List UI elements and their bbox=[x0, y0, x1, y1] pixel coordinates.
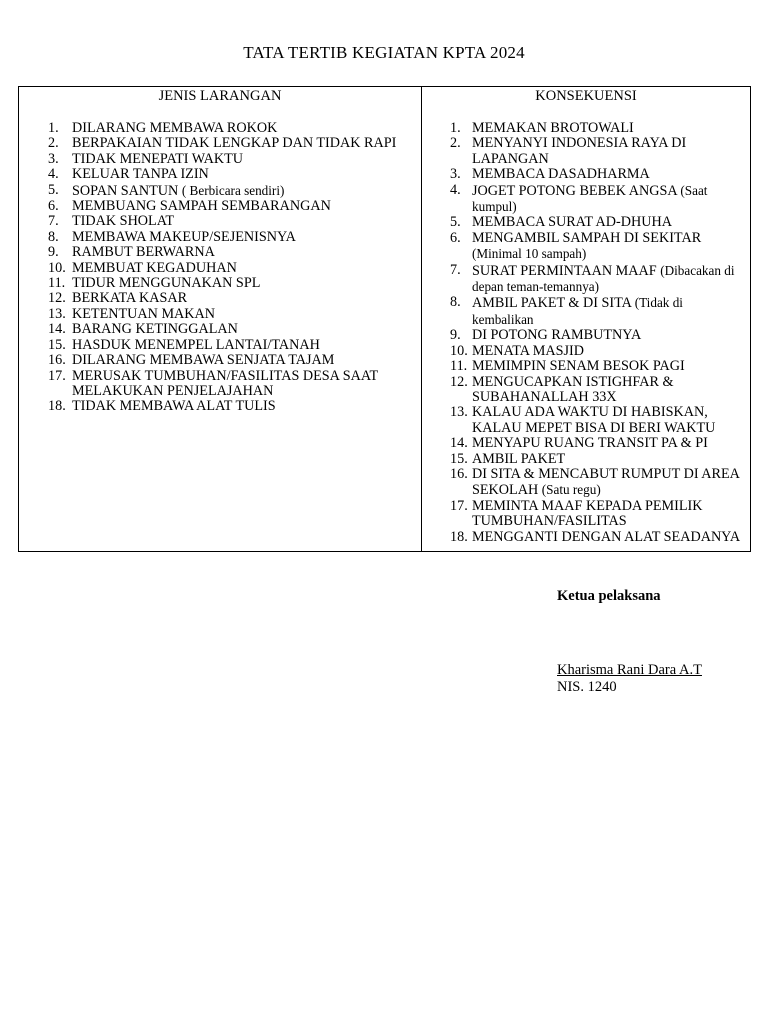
prohibition-item-number: 17. bbox=[48, 367, 66, 384]
consequence-item-text bbox=[472, 452, 742, 467]
prohibition-item-label: KELUAR TANPA IZIN bbox=[72, 166, 209, 183]
consequence-item bbox=[422, 467, 750, 499]
prohibition-item-label: RAMBUT BERWARNA bbox=[72, 244, 215, 261]
consequence-item bbox=[422, 121, 750, 136]
signatory-nis: NIS. 1240 bbox=[557, 679, 617, 695]
consequence-item-text bbox=[472, 215, 742, 230]
prohibition-item bbox=[19, 199, 421, 214]
consequence-item bbox=[422, 183, 750, 216]
prohibition-item-text bbox=[72, 291, 402, 306]
consequence-item-number: 2. bbox=[450, 135, 461, 152]
prohibition-item-number: 4. bbox=[48, 166, 59, 183]
prohibition-item-text bbox=[72, 322, 402, 337]
consequence-item-label: MEMIMPIN SENAM BESOK PAGI bbox=[472, 358, 685, 375]
prohibition-item-label: MEMBUAT KEGADUHAN bbox=[72, 259, 237, 276]
prohibition-item-number: 2. bbox=[48, 135, 59, 152]
consequence-item-number: 12. bbox=[450, 373, 468, 390]
prohibition-item-text bbox=[72, 245, 402, 260]
consequence-item-label: MENGAMBIL SAMPAH DI SEKITAR bbox=[472, 229, 702, 246]
prohibition-item-text bbox=[72, 214, 402, 229]
consequence-item-text bbox=[472, 375, 742, 406]
prohibition-item bbox=[19, 261, 421, 276]
consequence-item-label: MENYANYI INDONESIA RAYA DI LAPANGAN bbox=[472, 135, 687, 167]
prohibition-item-label: MEMBAWA MAKEUP/SEJENISNYA bbox=[72, 228, 296, 245]
prohibition-item-text bbox=[72, 276, 402, 291]
prohibition-item-label: BARANG KETINGGALAN bbox=[72, 321, 238, 338]
prohibition-item-text bbox=[72, 121, 402, 136]
prohibition-item-number: 1. bbox=[48, 120, 59, 136]
consequence-item-text bbox=[472, 436, 742, 451]
prohibition-item-number: 12. bbox=[48, 290, 66, 307]
consequence-item-text bbox=[472, 121, 742, 136]
prohibition-item-number: 5. bbox=[48, 181, 59, 198]
consequence-item-number: 9. bbox=[450, 327, 461, 344]
consequence-item-label: MENATA MASJID bbox=[472, 342, 584, 359]
consequence-item-number: 6. bbox=[450, 229, 461, 246]
prohibition-item-label: TIDUR MENGGUNAKAN SPL bbox=[72, 275, 261, 292]
prohibition-item bbox=[19, 214, 421, 229]
prohibitions-header: JENIS LARANGAN bbox=[158, 88, 282, 104]
prohibition-item-number: 13. bbox=[48, 305, 66, 322]
prohibition-item bbox=[19, 307, 421, 322]
consequence-item-text bbox=[472, 405, 742, 436]
prohibition-item-text bbox=[72, 167, 402, 182]
prohibition-item-label: BERKATA KASAR bbox=[72, 290, 188, 307]
consequence-item-label: MENGGANTI DENGAN ALAT SEADANYA bbox=[472, 528, 741, 545]
consequence-item bbox=[422, 499, 750, 530]
consequence-item bbox=[422, 295, 750, 328]
prohibition-item bbox=[19, 369, 421, 400]
consequence-item-number: 11. bbox=[450, 358, 468, 375]
prohibition-item bbox=[19, 183, 421, 199]
consequence-item-number: 14. bbox=[450, 435, 468, 452]
consequence-item-number: 18. bbox=[450, 528, 468, 545]
prohibition-item bbox=[19, 167, 421, 182]
signatory-role: Ketua pelaksana bbox=[557, 588, 661, 604]
consequence-item-text bbox=[472, 263, 742, 296]
prohibition-item bbox=[19, 353, 421, 368]
consequence-item-label: MENGUCAPKAN ISTIGHFAR & SUBAHANALLAH 33X bbox=[472, 373, 674, 405]
prohibition-item-number: 3. bbox=[48, 150, 59, 167]
consequence-item bbox=[422, 452, 750, 467]
consequence-item-note: (Saat kumpul) bbox=[472, 182, 708, 215]
consequence-item-number: 8. bbox=[450, 294, 461, 311]
consequence-item-label: MEMBACA DASADHARMA bbox=[472, 166, 650, 183]
rules-table bbox=[18, 86, 751, 552]
prohibition-item-number: 14. bbox=[48, 321, 66, 338]
consequence-item bbox=[422, 167, 750, 182]
prohibition-item-text bbox=[72, 230, 402, 245]
prohibition-item-label: DILARANG MEMBAWA ROKOK bbox=[72, 120, 278, 136]
consequence-item-label: AMBIL PAKET & DI SITA bbox=[472, 295, 635, 312]
consequence-item-number: 7. bbox=[450, 261, 461, 278]
consequence-item-text bbox=[472, 328, 742, 343]
consequence-item-label: DI POTONG RAMBUTNYA bbox=[472, 327, 642, 344]
consequence-item bbox=[422, 530, 750, 545]
consequence-item-text bbox=[472, 295, 742, 328]
prohibition-item-label: MEMBUANG SAMPAH SEMBARANGAN bbox=[72, 198, 331, 215]
consequence-item-note: (Tidak di kembalikan bbox=[472, 295, 683, 327]
prohibition-item-note: ( Berbicara sendiri) bbox=[181, 182, 285, 198]
prohibition-item bbox=[19, 245, 421, 260]
signature-block bbox=[557, 588, 757, 696]
prohibition-item-text bbox=[72, 261, 402, 276]
signatory-name: Kharisma Rani Dara A.T bbox=[557, 662, 702, 678]
prohibition-item-number: 8. bbox=[48, 228, 59, 245]
consequence-item-number: 15. bbox=[450, 450, 468, 467]
consequence-item bbox=[422, 436, 750, 451]
prohibition-item bbox=[19, 152, 421, 167]
prohibition-item-number: 6. bbox=[48, 198, 59, 215]
prohibition-item-number: 10. bbox=[48, 259, 66, 276]
prohibition-item-label: SOPAN SANTUN bbox=[72, 182, 182, 199]
consequence-item-label: MEMAKAN BROTOWALI bbox=[472, 120, 634, 136]
prohibition-item-label: TIDAK SHOLAT bbox=[72, 213, 175, 230]
prohibition-item-number: 15. bbox=[48, 336, 66, 353]
consequence-item-number: 5. bbox=[450, 214, 461, 231]
consequence-item-text bbox=[472, 136, 742, 167]
prohibition-item-label: TIDAK MEMBAWA ALAT TULIS bbox=[72, 398, 276, 415]
prohibition-item-label: TIDAK MENEPATI WAKTU bbox=[72, 150, 244, 167]
consequence-item-number: 1. bbox=[450, 120, 461, 136]
prohibition-item-text bbox=[72, 136, 402, 151]
consequence-item-label: KALAU ADA WAKTU DI HABISKAN, KALAU MEPET BISA DI BERI WAKTU bbox=[472, 404, 716, 436]
prohibition-item bbox=[19, 322, 421, 337]
prohibitions-list bbox=[19, 121, 421, 415]
consequence-item-text bbox=[472, 344, 742, 359]
prohibition-item-text bbox=[72, 369, 402, 400]
consequence-item-text bbox=[472, 183, 742, 216]
consequence-item-text bbox=[472, 167, 742, 182]
prohibition-item-text bbox=[72, 183, 402, 199]
consequence-item-text bbox=[472, 231, 742, 263]
prohibition-item-text bbox=[72, 399, 402, 414]
consequence-item-text bbox=[472, 359, 742, 374]
prohibition-item-text bbox=[72, 353, 402, 368]
prohibition-item-text bbox=[72, 199, 402, 214]
prohibition-item bbox=[19, 230, 421, 245]
consequence-item-label: MEMBACA SURAT AD-DHUHA bbox=[472, 214, 672, 231]
consequence-item-text bbox=[472, 499, 742, 530]
prohibition-item bbox=[19, 136, 421, 151]
consequence-item bbox=[422, 375, 750, 406]
prohibition-item-label: DILARANG MEMBAWA SENJATA TAJAM bbox=[72, 352, 335, 369]
prohibition-item bbox=[19, 276, 421, 291]
prohibition-item-label: BERPAKAIAN TIDAK LENGKAP DAN TIDAK RAPI bbox=[72, 135, 397, 152]
consequence-item bbox=[422, 263, 750, 296]
consequence-item-note: (Satu regu) bbox=[541, 482, 601, 498]
consequence-item bbox=[422, 359, 750, 374]
document-title: TATA TERTIB KEGIATAN KPTA 2024 bbox=[243, 43, 525, 62]
prohibition-item-number: 18. bbox=[48, 398, 66, 415]
consequence-item-note: (Dibacakan di depan teman-temannya) bbox=[472, 262, 735, 295]
consequence-item-label: MENYAPU RUANG TRANSIT PA & PI bbox=[472, 435, 708, 452]
consequence-item-label: JOGET POTONG BEBEK ANGSA bbox=[472, 182, 681, 199]
prohibition-item-text bbox=[72, 338, 402, 353]
consequence-item-label: AMBIL PAKET bbox=[472, 450, 566, 467]
consequence-item-note: (Minimal 10 sampah) bbox=[472, 246, 587, 262]
consequence-item-label: MEMINTA MAAF KEPADA PEMILIK TUMBUHAN/FASILITAS bbox=[472, 497, 703, 530]
consequence-item-number: 3. bbox=[450, 166, 461, 183]
prohibition-item-number: 7. bbox=[48, 213, 59, 230]
prohibition-item-number: 9. bbox=[48, 244, 59, 261]
prohibition-item-label: HASDUK MENEMPEL LANTAI/TANAH bbox=[72, 336, 320, 353]
consequence-item-text bbox=[472, 530, 742, 545]
prohibitions-column bbox=[19, 87, 422, 551]
consequences-header: KONSEKUENSI bbox=[535, 88, 637, 104]
consequences-column bbox=[422, 87, 750, 551]
prohibition-item-text bbox=[72, 307, 402, 322]
consequence-item bbox=[422, 231, 750, 263]
prohibition-item-number: 16. bbox=[48, 352, 66, 369]
consequence-item-label: DI SITA & MENCABUT RUMPUT DI AREA SEKOLAH bbox=[472, 465, 740, 499]
prohibition-item bbox=[19, 121, 421, 136]
consequence-item-number: 4. bbox=[450, 181, 461, 198]
consequence-item-number: 10. bbox=[450, 342, 468, 359]
consequence-item-number: 13. bbox=[450, 404, 468, 421]
prohibition-item-label: KETENTUAN MAKAN bbox=[72, 305, 216, 322]
prohibition-item-number: 11. bbox=[48, 275, 66, 292]
consequence-item-number: 17. bbox=[450, 497, 468, 514]
consequence-item bbox=[422, 344, 750, 359]
consequence-item-number: 16. bbox=[450, 465, 468, 482]
prohibition-item bbox=[19, 338, 421, 353]
prohibition-item bbox=[19, 291, 421, 306]
consequence-item-text bbox=[472, 467, 742, 499]
consequence-item bbox=[422, 136, 750, 167]
consequence-item bbox=[422, 328, 750, 343]
consequence-item-label: SURAT PERMINTAAN MAAF bbox=[472, 262, 661, 279]
prohibition-item-label: MERUSAK TUMBUHAN/FASILITAS DESA SAAT MELAKUKAN PENJELAJAHAN bbox=[72, 367, 378, 399]
consequence-item bbox=[422, 215, 750, 230]
prohibition-item-text bbox=[72, 152, 402, 167]
prohibition-item bbox=[19, 399, 421, 414]
consequences-list bbox=[422, 121, 750, 545]
consequence-item bbox=[422, 405, 750, 436]
